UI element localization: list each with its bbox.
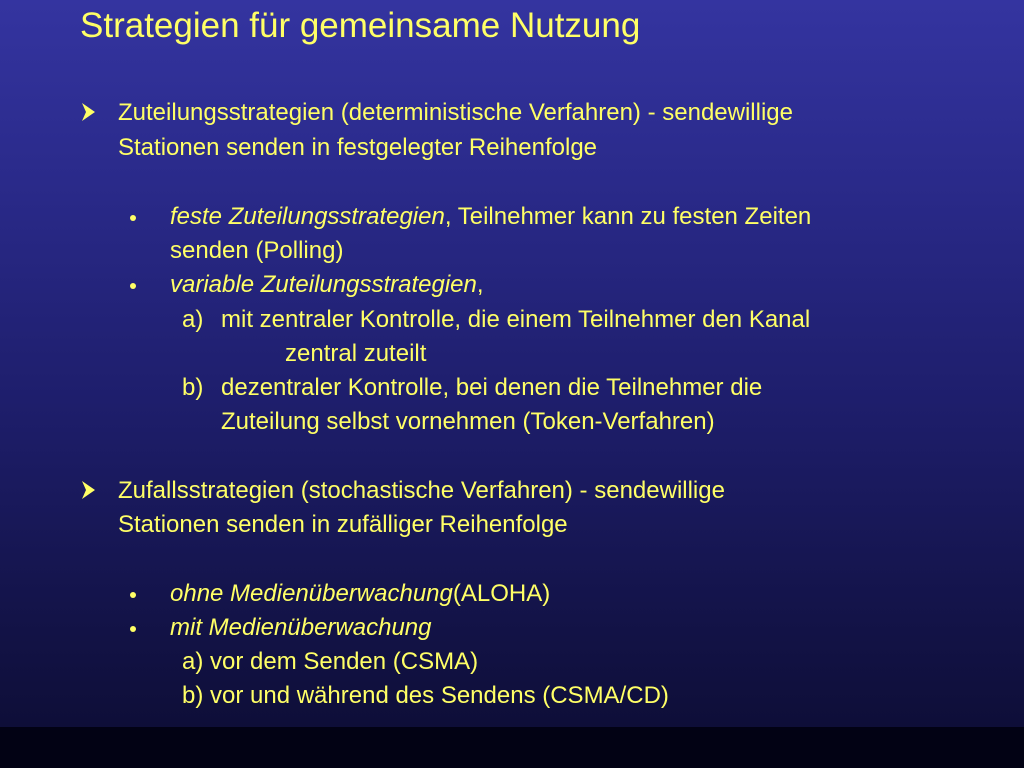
subitem-continuation: Zuteilung selbst vornehmen (Token-Verfahren) bbox=[221, 408, 715, 435]
bullet-item bbox=[170, 205, 811, 229]
dot-bullet-icon bbox=[130, 283, 136, 289]
bullet-item bbox=[170, 582, 550, 606]
bullet-text: , bbox=[476, 271, 484, 298]
subitem-text: b) vor und während des Sendens (CSMA/CD) bbox=[182, 682, 669, 709]
subitem-text: a) vor dem Senden (CSMA) bbox=[182, 648, 479, 675]
bullet-text: (ALOHA) bbox=[452, 580, 551, 607]
section-heading-line: Zuteilungsstrategien (deterministische Verfahren) - sendewillige bbox=[118, 99, 793, 126]
bullet-item bbox=[170, 616, 431, 640]
subitem-marker: a) bbox=[182, 306, 204, 333]
section-heading-line: Stationen senden in zufälliger Reihenfolge bbox=[118, 511, 568, 538]
slide-title: Strategien für gemeinsame Nutzung bbox=[80, 6, 641, 45]
bullet-term: variable Zuteilungsstrategien bbox=[170, 271, 477, 298]
section-heading-line: Stationen senden in festgelegter Reihenfolge bbox=[118, 134, 598, 161]
bullet-text: , Teilnehmer kann zu festen Zeiten bbox=[444, 203, 812, 230]
footer-band bbox=[0, 727, 1024, 768]
arrowhead-bullet-icon bbox=[82, 103, 95, 121]
bullet-term: mit Medienüberwachung bbox=[170, 614, 432, 641]
bullet-term: feste Zuteilungsstrategien bbox=[170, 203, 445, 230]
dot-bullet-icon bbox=[130, 215, 136, 221]
bullet-item bbox=[170, 273, 484, 297]
bullet-continuation: senden (Polling) bbox=[170, 237, 344, 264]
subitem-text: dezentraler Kontrolle, bei denen die Teilnehmer die bbox=[221, 374, 763, 401]
subitem-continuation: zentral zuteilt bbox=[285, 340, 427, 367]
section-heading-line: Zufallsstrategien (stochastische Verfahren) - sendewillige bbox=[118, 477, 725, 504]
subitem-text: mit zentraler Kontrolle, die einem Teilnehmer den Kanal bbox=[221, 306, 811, 333]
bullet-term: ohne Medienüberwachung bbox=[170, 580, 453, 607]
dot-bullet-icon bbox=[130, 626, 136, 632]
arrowhead-bullet-icon bbox=[82, 481, 95, 499]
subitem-marker: b) bbox=[182, 374, 204, 401]
dot-bullet-icon bbox=[130, 592, 136, 598]
